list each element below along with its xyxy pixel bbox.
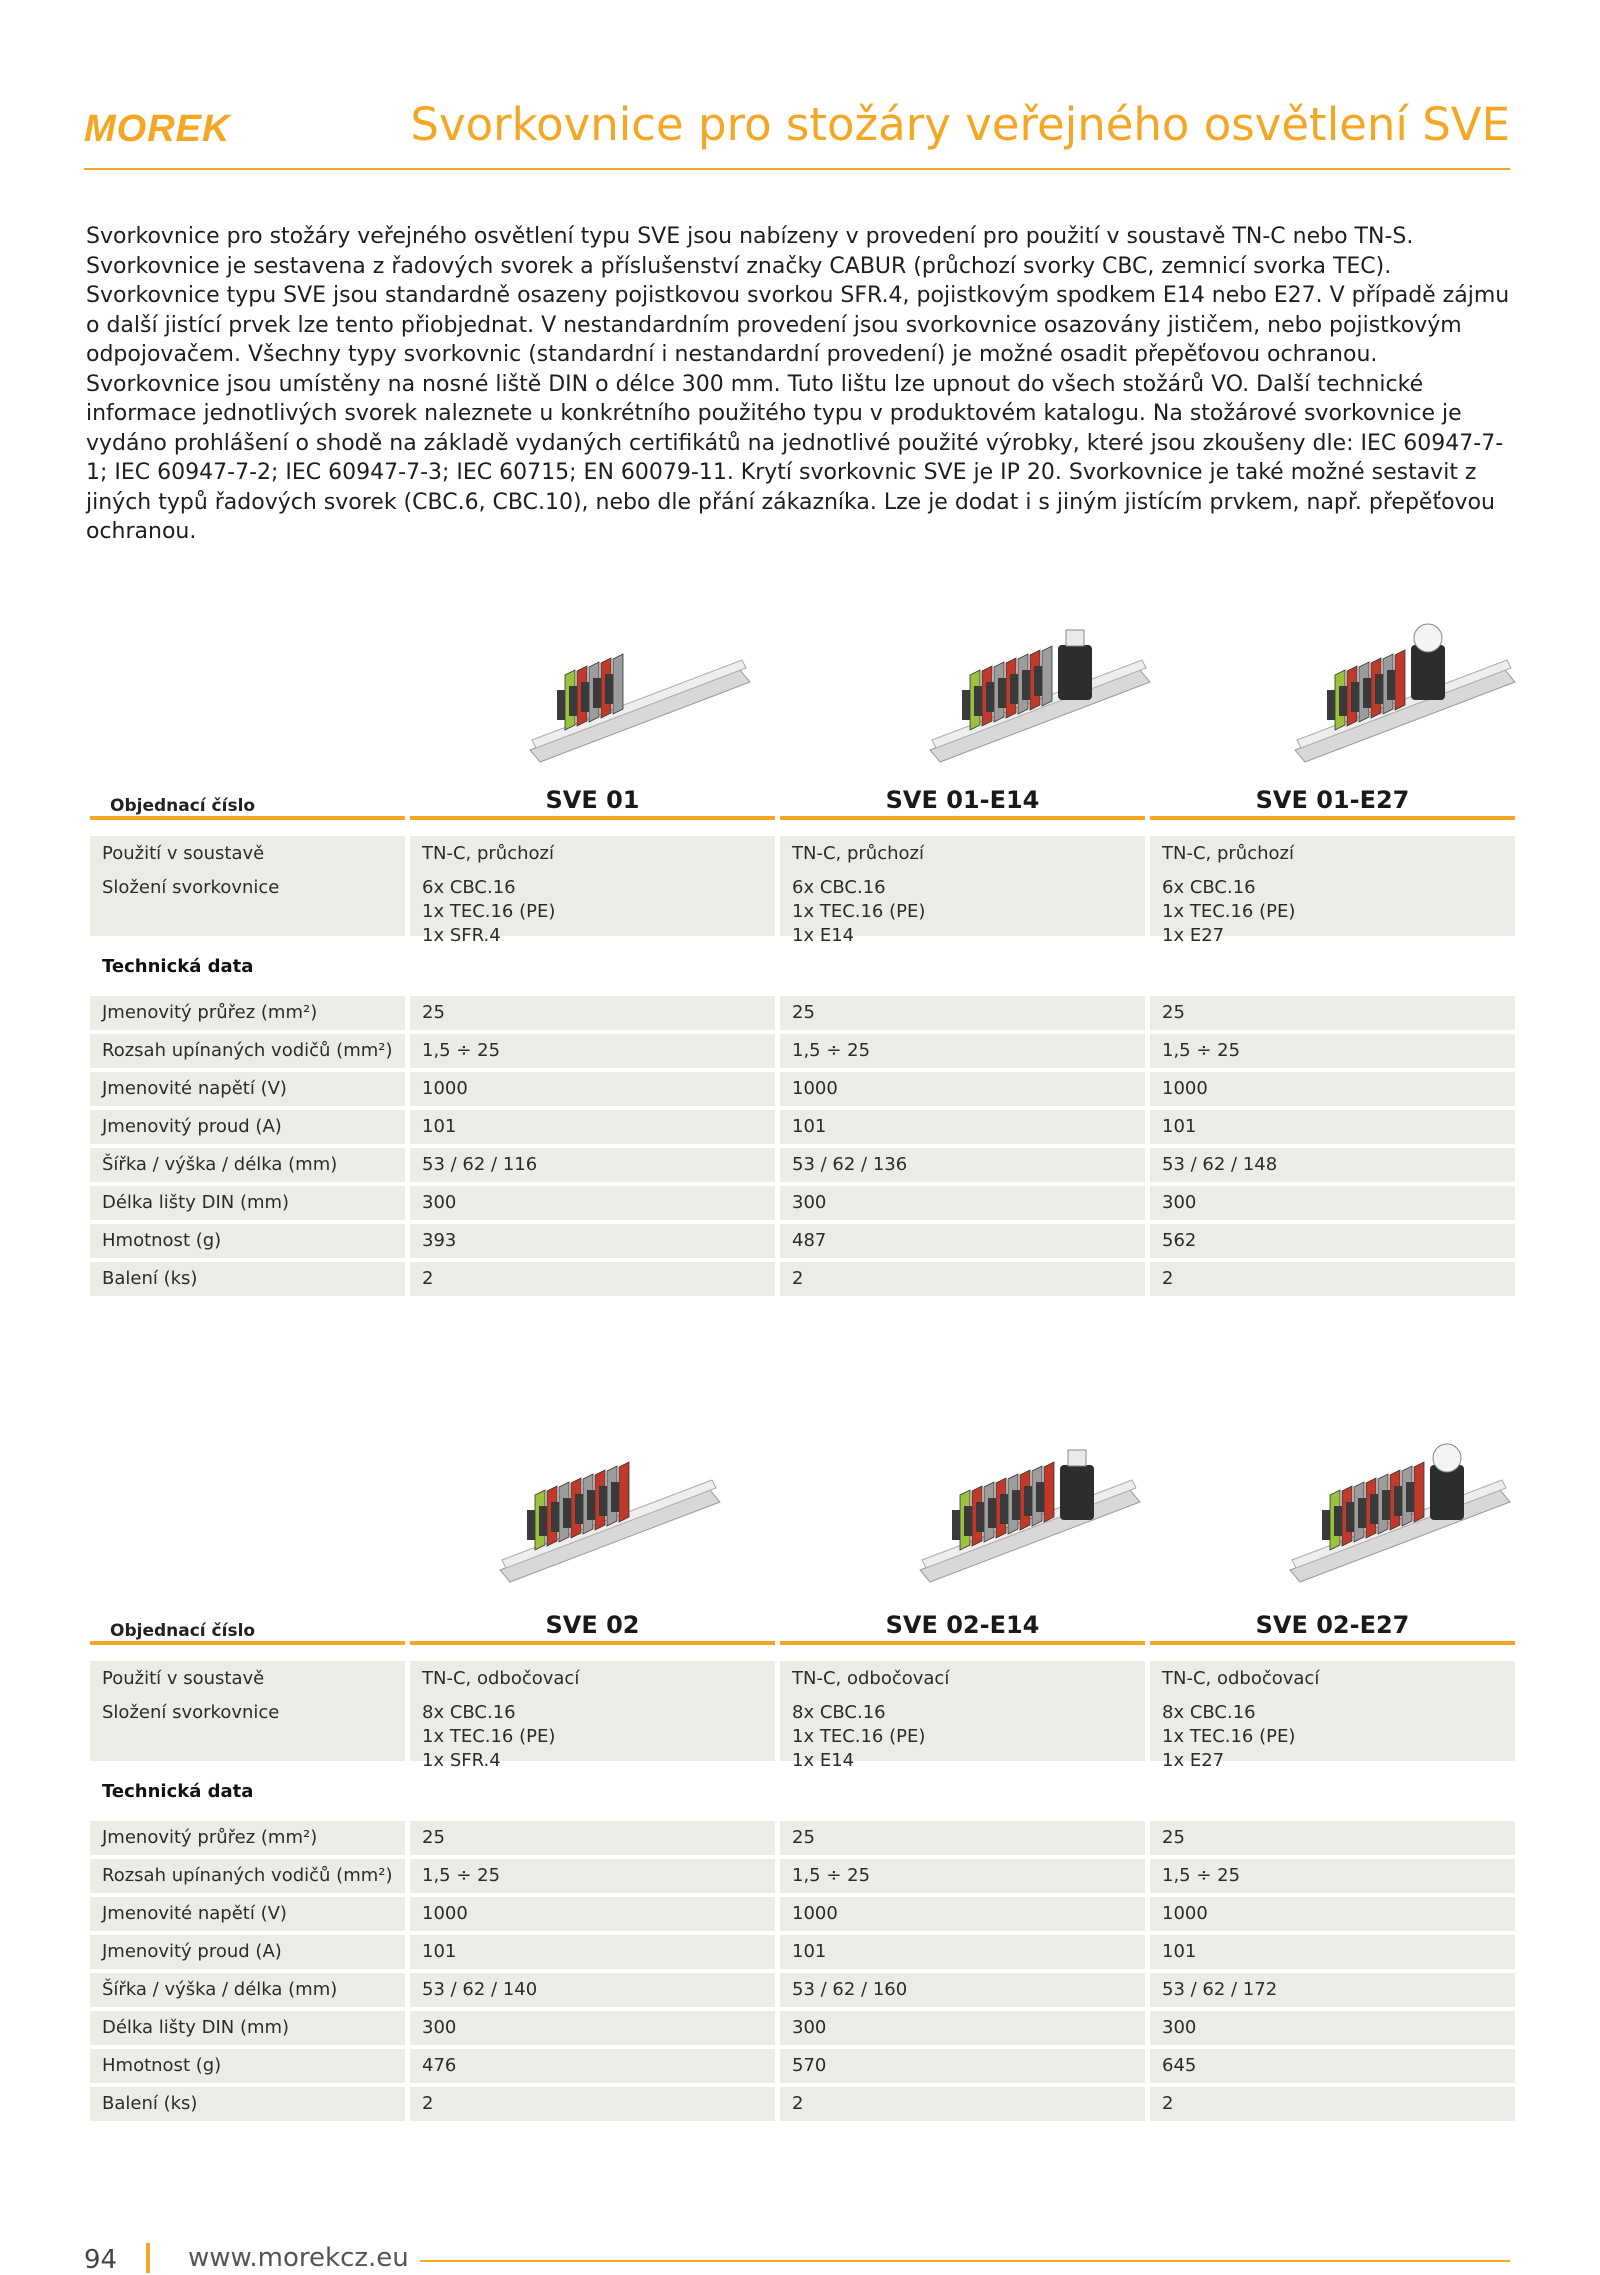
table-row (90, 1973, 1515, 2007)
header-accent-bar (780, 1641, 1145, 1645)
usage-value: TN-C, průchozí (422, 843, 554, 864)
footer-divider (420, 2260, 1510, 2262)
row-value: 101 (422, 1116, 457, 1137)
terminal-block-image (1275, 600, 1525, 780)
header-accent-bar (90, 1641, 405, 1645)
header-accent-bar (1150, 1641, 1515, 1645)
table-row (90, 1859, 1515, 1893)
row-value: 25 (792, 1827, 815, 1848)
usage-value: TN-C, průchozí (792, 843, 924, 864)
table-cell-bg (1150, 1935, 1515, 1969)
table-cell-bg (780, 1262, 1145, 1296)
row-value: 2 (422, 1268, 434, 1289)
table-cell-bg (780, 2049, 1145, 2083)
table-cell-bg (1150, 1110, 1515, 1144)
row-value: 1,5 ÷ 25 (422, 1040, 501, 1061)
row-value: 1000 (792, 1903, 838, 1924)
row-label: Jmenovité napětí (V) (102, 1903, 287, 1924)
website-link[interactable]: www.morekcz.eu (188, 2243, 409, 2273)
row-value: 300 (792, 2017, 827, 2038)
usage-value: TN-C, odbočovací (792, 1668, 950, 1689)
row-label: Jmenovitý průřez (mm²) (102, 1827, 318, 1848)
product-name: SVE 01 (545, 786, 640, 814)
row-label: Šířka / výška / délka (mm) (102, 1154, 338, 1175)
table-row (90, 1935, 1515, 1969)
terminal-block-image (480, 1420, 730, 1600)
table-cell-bg (410, 1935, 775, 1969)
row-label: Jmenovité napětí (V) (102, 1078, 287, 1099)
row-value: 101 (422, 1941, 457, 1962)
row-label: Balení (ks) (102, 1268, 198, 1289)
composition-value: 8x CBC.16 1x TEC.16 (PE) 1x E14 (792, 1702, 926, 1771)
row-value: 2 (422, 2093, 434, 2114)
table-row (90, 1148, 1515, 1182)
row-value: 1,5 ÷ 25 (1162, 1040, 1241, 1061)
row-value: 645 (1162, 2055, 1197, 2076)
table-cell-bg (410, 996, 775, 1030)
composition-value: 8x CBC.16 1x TEC.16 (PE) 1x SFR.4 (422, 1702, 556, 1771)
terminal-block-image (900, 1420, 1150, 1600)
table-cell-bg (410, 1262, 775, 1296)
table-row (90, 1072, 1515, 1106)
row-label: Hmotnost (g) (102, 2055, 222, 2076)
row-value: 1000 (1162, 1078, 1208, 1099)
row-value: 53 / 62 / 140 (422, 1979, 538, 2000)
title-divider (84, 168, 1510, 170)
morek-logo: MOREK (84, 108, 231, 150)
product-images-row-2 (0, 1420, 1600, 1600)
row-label: Jmenovitý proud (A) (102, 1116, 282, 1137)
row-label: Délka lišty DIN (mm) (102, 2017, 290, 2038)
row-value: 53 / 62 / 148 (1162, 1154, 1278, 1175)
table-cell-bg (410, 1821, 775, 1855)
row-value: 1,5 ÷ 25 (422, 1865, 501, 1886)
usage-value: TN-C, odbočovací (1162, 1668, 1320, 1689)
row-value: 300 (1162, 1192, 1197, 1213)
row-value: 300 (792, 1192, 827, 1213)
table-cell-bg (410, 1110, 775, 1144)
table-cell-bg (1150, 1821, 1515, 1855)
product-name: SVE 01-E14 (885, 786, 1040, 814)
row-value: 25 (422, 1002, 445, 1023)
row-label: Délka lišty DIN (mm) (102, 1192, 290, 1213)
row-value: 1000 (422, 1078, 468, 1099)
page-title: Svorkovnice pro stožáry veřejného osvětlení SVE (410, 98, 1510, 151)
table-row (90, 996, 1515, 1030)
row-value: 1000 (1162, 1903, 1208, 1924)
table-cell-bg (410, 2049, 775, 2083)
table-cell-bg (410, 2011, 775, 2045)
table-cell-bg (780, 2087, 1145, 2121)
row-value: 25 (422, 1827, 445, 1848)
usage-label: Použití v soustavě (102, 843, 265, 864)
table-cell-bg (1150, 2087, 1515, 2121)
table-row (90, 1821, 1515, 1855)
order-number-label: Objednací číslo (110, 1621, 256, 1641)
row-value: 101 (1162, 1941, 1197, 1962)
table-row (90, 1110, 1515, 1144)
product-name: SVE 02-E27 (1255, 1611, 1410, 1639)
table-cell-bg (780, 1224, 1145, 1258)
table-cell-bg (780, 996, 1145, 1030)
composition-label: Složení svorkovnice (102, 1702, 280, 1723)
table-cell-bg (1150, 1186, 1515, 1220)
row-value: 2 (792, 2093, 804, 2114)
row-value: 101 (792, 1116, 827, 1137)
row-value: 53 / 62 / 116 (422, 1154, 538, 1175)
row-label: Šířka / výška / délka (mm) (102, 1979, 338, 2000)
header-accent-bar (410, 816, 775, 820)
table-row (90, 1224, 1515, 1258)
table-row (90, 1186, 1515, 1220)
technical-data-label: Technická data (102, 956, 254, 977)
table-cell-bg (780, 1821, 1145, 1855)
usage-value: TN-C, odbočovací (422, 1668, 580, 1689)
composition-label: Složení svorkovnice (102, 877, 280, 898)
row-value: 101 (1162, 1116, 1197, 1137)
row-value: 1,5 ÷ 25 (792, 1040, 871, 1061)
usage-value: TN-C, průchozí (1162, 843, 1294, 864)
row-label: Balení (ks) (102, 2093, 198, 2114)
table-cell-bg (1150, 2049, 1515, 2083)
row-label: Hmotnost (g) (102, 1230, 222, 1251)
table-cell-bg (1150, 2011, 1515, 2045)
composition-value: 8x CBC.16 1x TEC.16 (PE) 1x E27 (1162, 1702, 1296, 1771)
row-value: 300 (422, 1192, 457, 1213)
composition-value: 6x CBC.16 1x TEC.16 (PE) 1x E27 (1162, 877, 1296, 946)
row-value: 2 (792, 1268, 804, 1289)
table-row (90, 2011, 1515, 2045)
row-value: 2 (1162, 1268, 1174, 1289)
usage-label: Použití v soustavě (102, 1668, 265, 1689)
intro-paragraph: Svorkovnice pro stožáry veřejného osvětlení typu SVE jsou nabízeny v provedení pro použití v soustavě TN-C nebo TN-S. Svorkovnice je sestavena z řadových svorek a příslušenství značky CABUR (průchozí svorky CBC, zemnicí svorka TEC). Svorkovnice typu SVE jsou standardně osazeny pojistkovou svorkou SFR.4, pojistkovým spodkem E14 nebo E27. V případě zájmu o další jistící prvek lze tento přiobjednat. V nestandardním provedení jsou svorkovnice osazovány jističem, nebo pojistkovým odpojovačem. Všechny typy svorkovnic (standardní i nestandardní provedení) je možné osadit přepěťovou ochranou. Svorkovnice jsou umístěny na nosné liště DIN o délce 300 mm. Tuto lištu lze upnout do všech stožárů VO. Další technické informace jednotlivých svorek naleznete u konkrétního použitého typu v produktovém katalogu. Na stožárové svorkovnice je vydáno prohlášení o shodě na základě vydaných certifikátů na jednotlivé použité výrobky, které jsou zkoušeny dle: IEC 60947-7-1; IEC 60947-7-2; IEC 60947-7-3; IEC 60715; EN 60079-11. Krytí svorkovnic SVE je IP 20. Svorkovnice je také možné sestavit z jiných typů řadových svorek (CBC.6, CBC.10), nebo dle přání zákazníka. Lze je dodat i s jiným jistícím prvkem, např. přepěťovou ochranou. (86, 224, 1510, 544)
product-images-row-1 (0, 600, 1600, 780)
row-value: 25 (1162, 1827, 1185, 1848)
row-value: 25 (1162, 1002, 1185, 1023)
row-value: 101 (792, 1941, 827, 1962)
row-value: 1,5 ÷ 25 (792, 1865, 871, 1886)
row-value: 1000 (792, 1078, 838, 1099)
terminal-block-image (510, 600, 760, 780)
row-value: 300 (422, 2017, 457, 2038)
table-cell-bg (1150, 1224, 1515, 1258)
page-number: 94 (84, 2245, 118, 2275)
table-cell-bg (410, 1224, 775, 1258)
composition-value: 6x CBC.16 1x TEC.16 (PE) 1x E14 (792, 877, 926, 946)
row-value: 53 / 62 / 160 (792, 1979, 908, 2000)
table-row (90, 1034, 1515, 1068)
row-label: Rozsah upínaných vodičů (mm²) (102, 1040, 393, 1061)
header-accent-bar (410, 1641, 775, 1645)
header-accent-bar (90, 816, 405, 820)
row-value: 1000 (422, 1903, 468, 1924)
product-name: SVE 02 (545, 1611, 640, 1639)
row-value: 300 (1162, 2017, 1197, 2038)
row-value: 53 / 62 / 172 (1162, 1979, 1278, 2000)
table-row (90, 1262, 1515, 1296)
table-cell-bg (780, 1935, 1145, 1969)
table-row (90, 2087, 1515, 2121)
order-number-label: Objednací číslo (110, 796, 256, 816)
row-value: 562 (1162, 1230, 1197, 1251)
table-row (90, 1897, 1515, 1931)
row-value: 476 (422, 2055, 457, 2076)
header-accent-bar (1150, 816, 1515, 820)
row-value: 487 (792, 1230, 827, 1251)
row-value: 393 (422, 1230, 457, 1251)
footer-separator (146, 2243, 150, 2273)
row-value: 53 / 62 / 136 (792, 1154, 908, 1175)
row-label: Jmenovitý průřez (mm²) (102, 1002, 318, 1023)
row-value: 1,5 ÷ 25 (1162, 1865, 1241, 1886)
header-accent-bar (780, 816, 1145, 820)
table-cell-bg (780, 1110, 1145, 1144)
table-cell-bg (780, 1186, 1145, 1220)
row-label: Jmenovitý proud (A) (102, 1941, 282, 1962)
row-value: 2 (1162, 2093, 1174, 2114)
table-row (90, 2049, 1515, 2083)
table-cell-bg (410, 2087, 775, 2121)
row-label: Rozsah upínaných vodičů (mm²) (102, 1865, 393, 1886)
technical-data-label: Technická data (102, 1781, 254, 1802)
product-name: SVE 01-E27 (1255, 786, 1410, 814)
terminal-block-image (1270, 1420, 1520, 1600)
table-cell-bg (1150, 1262, 1515, 1296)
table-cell-bg (1150, 996, 1515, 1030)
table-cell-bg (780, 2011, 1145, 2045)
row-value: 570 (792, 2055, 827, 2076)
row-value: 25 (792, 1002, 815, 1023)
terminal-block-image (910, 600, 1160, 780)
product-name: SVE 02-E14 (885, 1611, 1040, 1639)
table-cell-bg (410, 1186, 775, 1220)
composition-value: 6x CBC.16 1x TEC.16 (PE) 1x SFR.4 (422, 877, 556, 946)
